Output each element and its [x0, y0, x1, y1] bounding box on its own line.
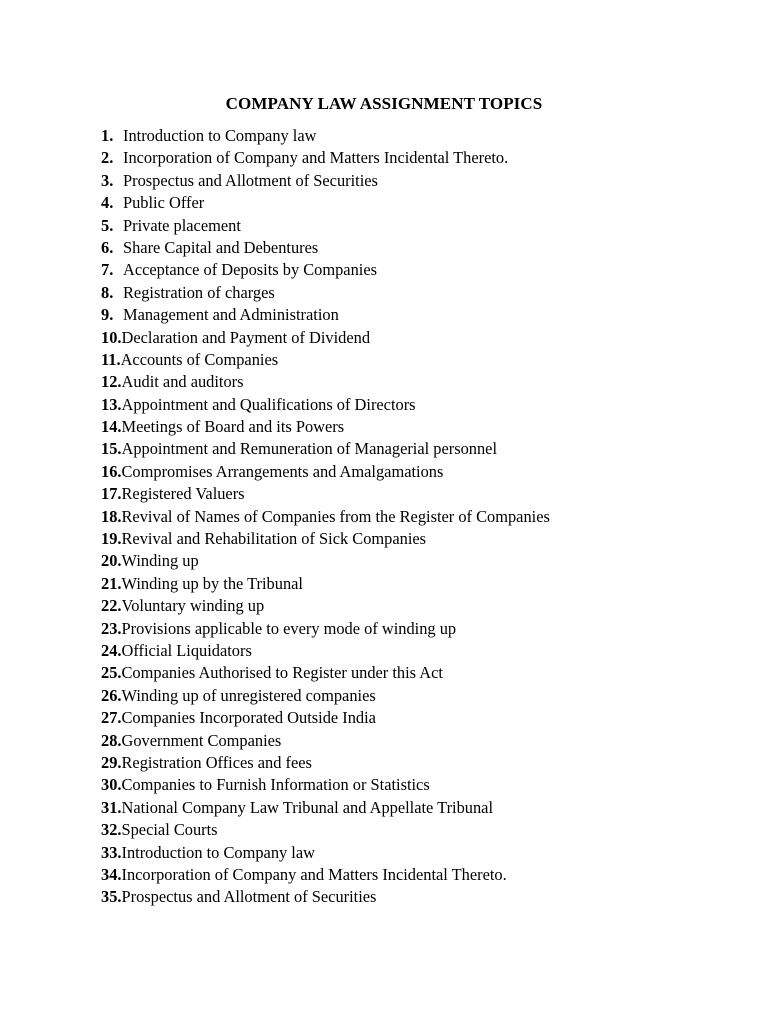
topic-item [101, 797, 550, 819]
topic-item [101, 192, 550, 214]
topic-text: Audit and auditors [121, 372, 244, 392]
topic-text: Revival of Names of Companies from the Register of Companies [121, 506, 550, 526]
topic-number: 7. [101, 260, 114, 280]
topic-item [101, 506, 550, 528]
topic-item [101, 662, 550, 684]
topic-text: Provisions applicable to every mode of winding up [121, 618, 457, 638]
topic-number: 24. [101, 640, 122, 660]
topic-item [101, 730, 550, 752]
topic-item [101, 864, 550, 886]
topic-item [101, 327, 550, 349]
topic-number: 12. [101, 372, 122, 392]
topic-number: 34. [101, 864, 122, 884]
topic-text: Revival and Rehabilitation of Sick Companies [121, 529, 427, 549]
topic-text: Incorporation of Company and Matters Incidental Thereto. [123, 148, 509, 168]
topic-item [101, 774, 550, 796]
topic-text: Declaration and Payment of Dividend [121, 327, 371, 347]
topic-item [101, 483, 550, 505]
topic-item [101, 304, 550, 326]
topic-item [101, 147, 550, 169]
topic-item [101, 170, 550, 192]
topic-item [101, 394, 550, 416]
topic-text: Appointment and Qualifications of Directors [121, 394, 416, 414]
topic-text: Prospectus and Allotment of Securities [121, 887, 377, 907]
topic-number: 26. [101, 685, 122, 705]
topic-item [101, 707, 550, 729]
topic-number: 9. [101, 305, 114, 325]
topic-text: Public Offer [123, 193, 205, 213]
topic-number: 25. [101, 663, 122, 683]
topic-text: Companies Incorporated Outside India [121, 708, 376, 728]
topic-text: Winding up [121, 551, 199, 571]
topic-text: Companies Authorised to Register under this Act [121, 663, 443, 683]
topic-number: 28. [101, 730, 122, 750]
topic-text: Winding up by the Tribunal [121, 573, 303, 593]
topic-item [101, 438, 550, 460]
topic-item [101, 371, 550, 393]
topic-item [101, 550, 550, 572]
topic-number: 2. [101, 148, 114, 168]
topic-number: 31. [101, 797, 122, 817]
topic-text: Compromises Arrangements and Amalgamations [121, 461, 444, 481]
topic-number: 27. [101, 708, 122, 728]
document-title: COMPANY LAW ASSIGNMENT TOPICS [225, 94, 543, 113]
topic-item [101, 685, 550, 707]
topic-number: 30. [101, 775, 122, 795]
topic-number: 19. [101, 529, 122, 549]
topic-item [101, 595, 550, 617]
topic-item [101, 528, 550, 550]
topic-text: Special Courts [121, 820, 218, 840]
topic-number: 10. [101, 327, 122, 347]
topic-number: 33. [101, 842, 122, 862]
topic-number: 35. [101, 887, 122, 907]
topic-list [101, 125, 550, 909]
topic-text: Share Capital and Debentures [123, 237, 319, 257]
topic-number: 22. [101, 596, 122, 616]
topic-item [101, 125, 550, 147]
topic-text: Registration Offices and fees [121, 752, 312, 772]
topic-number: 3. [101, 170, 114, 190]
topic-number: 17. [101, 484, 122, 504]
topic-text: Official Liquidators [121, 640, 252, 660]
topic-item [101, 842, 550, 864]
topic-text: Introduction to Company law [123, 126, 317, 145]
topic-text: Introduction to Company law [121, 842, 315, 862]
topic-item [101, 349, 550, 371]
topic-number: 8. [101, 282, 114, 302]
topic-item [101, 640, 550, 662]
topic-item [101, 819, 550, 841]
topic-item [101, 282, 550, 304]
topic-item [101, 259, 550, 281]
topic-text: Winding up of unregistered companies [121, 685, 376, 705]
topic-text: Management and Administration [123, 305, 339, 325]
topic-text: Voluntary winding up [121, 596, 265, 616]
topic-item [101, 886, 550, 908]
topic-item [101, 215, 550, 237]
topic-number: 6. [101, 237, 114, 257]
topic-number: 1. [101, 126, 114, 145]
topic-item [101, 237, 550, 259]
topic-number: 20. [101, 551, 122, 571]
topic-item [101, 573, 550, 595]
topic-item [101, 752, 550, 774]
topic-text: Prospectus and Allotment of Securities [123, 170, 378, 190]
topic-number: 15. [101, 439, 122, 459]
topic-number: 29. [101, 752, 122, 772]
topic-number: 32. [101, 820, 122, 840]
topic-text: Registered Valuers [121, 484, 245, 504]
topic-item [101, 416, 550, 438]
topic-number: 11. [101, 349, 121, 369]
topic-number: 13. [101, 394, 122, 414]
topic-number: 5. [101, 215, 114, 235]
topic-text: Companies to Furnish Information or Statistics [121, 775, 430, 795]
topic-text: Incorporation of Company and Matters Incidental Thereto. [121, 864, 507, 884]
topic-text: Registration of charges [123, 282, 275, 302]
topic-text: Government Companies [121, 730, 282, 750]
topic-text: Appointment and Remuneration of Managerial personnel [121, 439, 498, 459]
topic-item [101, 461, 550, 483]
topic-number: 4. [101, 193, 114, 213]
topic-text: Meetings of Board and its Powers [121, 417, 345, 437]
topic-number: 18. [101, 506, 122, 526]
topic-item [101, 618, 550, 640]
topic-number: 21. [101, 573, 122, 593]
topic-text: Accounts of Companies [120, 349, 279, 369]
topic-text: National Company Law Tribunal and Appellate Tribunal [121, 797, 493, 817]
topic-text: Acceptance of Deposits by Companies [123, 260, 377, 280]
topic-number: 14. [101, 417, 122, 437]
topic-number: 23. [101, 618, 122, 638]
topic-number: 16. [101, 461, 122, 481]
topic-text: Private placement [123, 215, 241, 235]
